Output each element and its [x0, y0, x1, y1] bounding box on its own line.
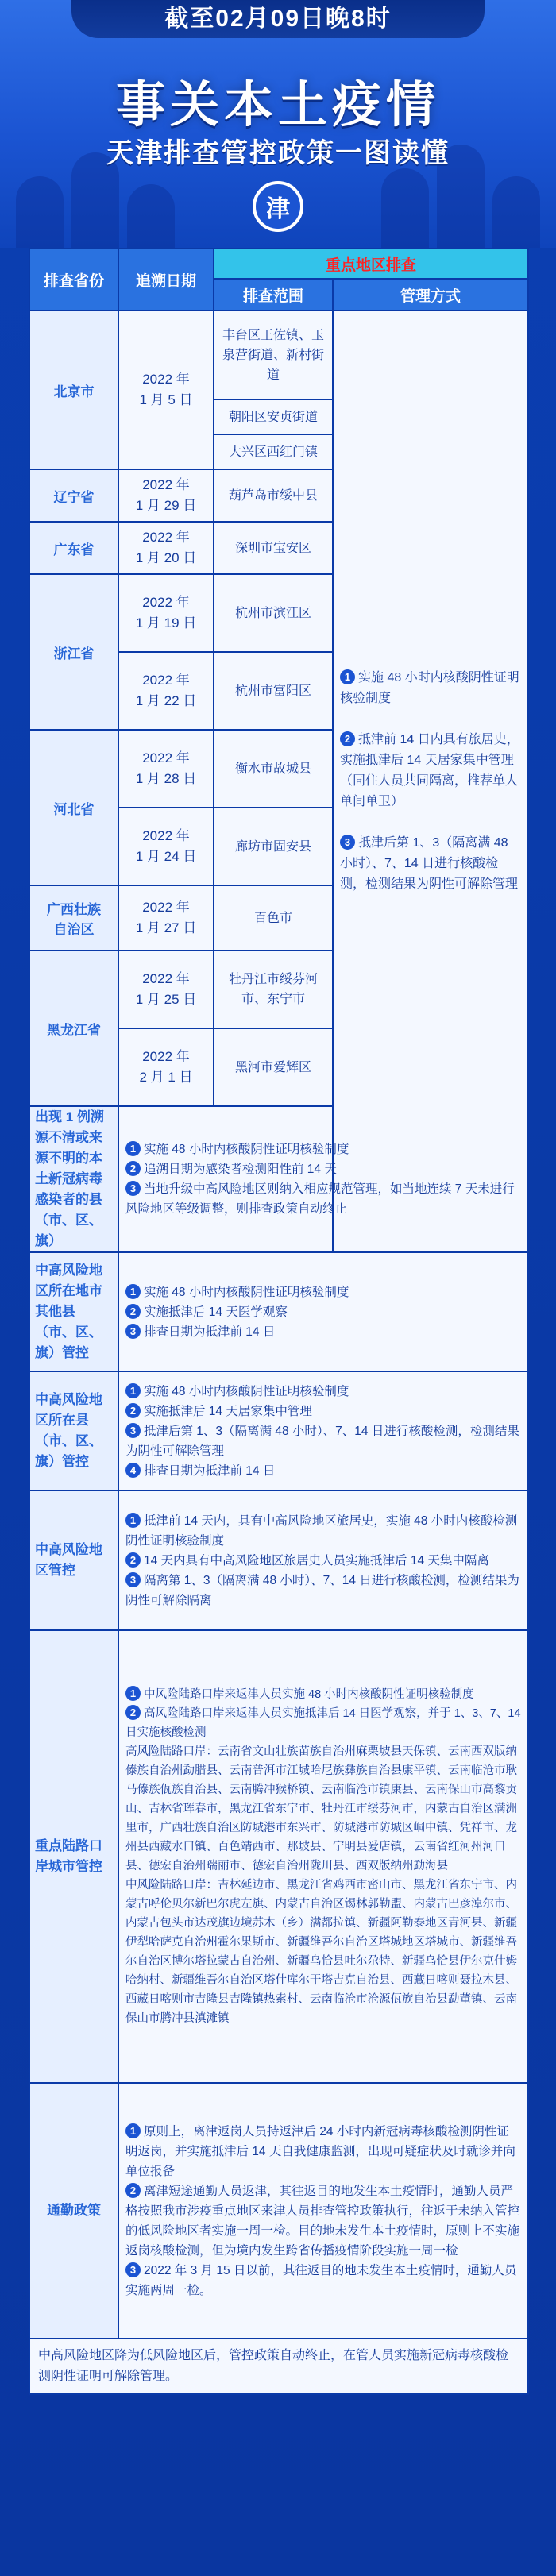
province-hebei: 河北省: [29, 730, 118, 885]
date-cell: 2022 年 1 月 22 日: [118, 652, 214, 730]
policy-item: 3 隔离第 1、3（隔离满 48 小时）、7、14 日进行核酸检测，检测结果为阴性可解除隔离: [125, 1573, 519, 1607]
province-liaoning: 辽宁省: [29, 469, 118, 522]
area-cell: 杭州市滨江区: [214, 574, 333, 652]
num-badge: 3: [125, 1181, 141, 1196]
management-item: 3 抵津后第 1、3（隔离满 48 小时）、7、14 日进行核酸检测，检测结果为阴性可解除管理: [340, 836, 519, 891]
header-management: 管理方式: [333, 279, 528, 310]
policy-content: [118, 1630, 528, 2083]
policy-label: 中高风险地区所在地市其他县（市、区、旗）管控: [29, 1252, 118, 1371]
policy-content: [118, 1371, 528, 1490]
policy-item: 2 离津短途通勤人员返津，其往返目的地发生本土疫情时，通勤人员严格按照我市涉疫重点地区来津人员排查管控政策执行，往返于未纳入管控的低风险地区者实施一周一检。目的地未发生本土疫情时，原则上不实施返岗核酸检测，但为境内发生跨省传播疫情阶段实施一周一检: [125, 2184, 520, 2258]
num-badge: 4: [125, 1463, 141, 1478]
num-badge: 2: [125, 1161, 141, 1176]
policy-label: 重点陆路口岸城市管控: [29, 1630, 118, 2083]
num-badge: 2: [125, 1403, 141, 1418]
header-province: 排查省份: [29, 249, 118, 310]
policy-content: [118, 1490, 528, 1630]
area-cell: 黑河市爱辉区: [214, 1028, 333, 1106]
num-badge: 3: [125, 1324, 141, 1339]
policy-label: 中高风险地区所在县（市、区、旗）管控: [29, 1371, 118, 1490]
policy-table: [29, 248, 529, 2395]
date-cell: 2022 年 1 月 19 日: [118, 574, 214, 652]
date-cell: 2022 年 1 月 20 日: [118, 522, 214, 574]
num-badge: 3: [125, 1423, 141, 1438]
management-item: 2 抵津前 14 日内具有旅居史，实施抵津后 14 天居家集中管理（同住人员共同隔离，推荐单人单间单卫）: [340, 733, 519, 808]
area-cell: 牡丹江市绥芬河市、东宁市: [214, 951, 333, 1028]
header-banner: [0, 0, 556, 248]
policy-label: 中高风险地区管控: [29, 1490, 118, 1630]
policy-item: 2 14 天内具有中高风险地区旅居史人员实施抵津后 14 天集中隔离: [125, 1551, 521, 1571]
policy-item: 3 排查日期为抵津前 14 日: [125, 1322, 521, 1342]
crowd-silhouette: [127, 184, 175, 248]
area-cell: 深圳市宝安区: [214, 522, 333, 574]
num-badge: 1: [125, 1686, 141, 1701]
area-cell: 朝阳区安贞街道: [214, 399, 333, 434]
num-badge: 2: [125, 1705, 141, 1720]
province-heilongjiang: 黑龙江省: [29, 951, 118, 1106]
footer-note: 中高风险地区降为低风险地区后，管控政策自动终止，在管人员实施新冠病毒核酸检测阴性证明可解除管理。: [29, 2339, 528, 2394]
num-badge: 1: [340, 669, 355, 684]
num-badge: 2: [125, 1552, 141, 1568]
policy-item: 1 实施 48 小时内核酸阴性证明核验制度: [125, 1282, 521, 1302]
province-beijing: 北京市: [29, 310, 118, 469]
date-cell: 2022 年 1 月 27 日: [118, 885, 214, 951]
num-badge: 3: [125, 1572, 141, 1587]
policy-item: 1 实施 48 小时内核酸阴性证明核验制度: [125, 1140, 521, 1159]
date-cell: 2022 年 1 月 5 日: [118, 310, 214, 469]
num-badge: 3: [340, 835, 355, 850]
header-key-area: 重点地区排查: [214, 249, 528, 279]
policy-item: 2 追溯日期为感染者检测阳性前 14 天: [125, 1159, 521, 1179]
policy-item: 2 实施抵津后 14 天医学观察: [125, 1302, 521, 1322]
area-cell: 衡水市故城县: [214, 730, 333, 808]
date-cell: 2022 年 1 月 29 日: [118, 469, 214, 522]
num-badge: 2: [340, 731, 355, 746]
area-cell: 杭州市富阳区: [214, 652, 333, 730]
num-badge: 3: [125, 2262, 141, 2277]
area-cell: 葫芦岛市绥中县: [214, 469, 333, 522]
port-list: 高风险陆路口岸：云南省文山壮族苗族自治州麻栗坡县天保镇、云南西双版纳傣族自治州勐腊县、云南普洱市江城哈尼族彝族自治县康平镇、云南临沧市耿马傣族佤族自治县、云南腾冲猴桥镇、云南临沧市镇康县、云南保山市高黎贡山、吉林省珲春市，黑龙江省东宁市、牡丹江市绥芬河市，内蒙古自治区满洲里市，广西壮族自治区防城港市东兴市、防城港市防城区峒中镇、凭祥市、龙州县西藏水口镇、百色靖西市、那坡县、宁明县爱店镇，云南省红河州河口县、德宏自治州瑞丽市、德宏自治州陇川县、西双版纳州勐海县 中风险陆路口岸：吉林延边市、黑龙江省鸡西市密山市、黑龙江省东宁市、内蒙古呼伦贝尔新巴尔虎左旗、内蒙古自治区锡林郭勒盟、内蒙古巴彦淖尔市、内蒙古包头市达茂旗边境苏木（乡）满都拉镇、新疆阿勒泰地区青河县、新疆伊犁哈萨克自治州霍尔果斯市、新疆维吾尔自治区塔城地区塔城市、新疆维吾尔自治区博尔塔拉蒙古自治州、新疆乌恰县吐尔尕特、新疆乌恰县伊尔克什姆哈纳村、新疆维吾尔自治区塔什库尔干塔吉克自治县、西藏日喀则聂拉木县、西藏日喀则市吉隆县吉隆镇热索村、云南临沧市沧源佤族自治县勐董镇、云南保山市腾冲县滇滩镇: [125, 1745, 517, 2025]
area-cell: 丰台区王佐镇、玉泉营街道、新村街道: [214, 310, 333, 399]
policy-item: 1 实施 48 小时内核酸阴性证明核验制度: [125, 1382, 521, 1402]
area-cell: 廊坊市固安县: [214, 808, 333, 885]
policy-item: 1 抵津前 14 天内，具有中高风险地区旅居史，实施 48 小时内核酸检测阴性证明核验制度: [125, 1514, 518, 1548]
policy-content: [118, 2083, 528, 2339]
date-cell: 2022 年 1 月 25 日: [118, 951, 214, 1028]
date-banner: 截至02月09日晚8时: [71, 0, 485, 38]
policy-item: 3 抵津后第 1、3（隔离满 48 小时）、7、14 日进行核酸检测，检测结果为阴性可解除管理: [125, 1424, 519, 1458]
crowd-silhouette: [492, 176, 540, 248]
policy-content: [118, 1252, 528, 1371]
policy-content: [118, 1106, 528, 1252]
page-subtitle: 天津排查管控政策一图读懂: [106, 138, 450, 168]
num-badge: 2: [125, 1304, 141, 1319]
province-zhejiang: 浙江省: [29, 574, 118, 730]
header-date: 追溯日期: [118, 249, 214, 310]
num-badge: 1: [125, 1141, 141, 1156]
policy-item: 1 中风险陆路口岸来返津人员实施 48 小时内核酸阴性证明核验制度: [125, 1685, 521, 1704]
policy-item: 4 排查日期为抵津前 14 日: [125, 1461, 521, 1481]
num-badge: 2: [125, 2183, 141, 2198]
policy-label: 通勤政策: [29, 2083, 118, 2339]
policy-item: 3 当地升级中高风险地区则纳入相应规范管理，如当地连续 7 天未进行风险地区等级调整，则排查政策自动终止: [125, 1182, 515, 1216]
province-guangxi: 广西壮族自治区: [29, 885, 118, 951]
num-badge: 1: [125, 1284, 141, 1299]
crowd-silhouette: [16, 176, 64, 248]
policy-item: 2 高风险陆路口岸来返津人员实施抵津后 14 日医学观察，并于 1、3、7、14 日实施核酸检测: [125, 1706, 521, 1739]
date-cell: 2022 年 2 月 1 日: [118, 1028, 214, 1106]
policy-item: 3 2022 年 3 月 15 日以前，其往返目的地未发生本土疫情时，通勤人员实施两周一检。: [125, 2263, 517, 2297]
policy-item: 2 实施抵津后 14 天居家集中管理: [125, 1402, 521, 1421]
area-cell: 大兴区西红门镇: [214, 434, 333, 469]
date-cell: 2022 年 1 月 28 日: [118, 730, 214, 808]
crowd-silhouette: [381, 168, 429, 248]
num-badge: 1: [125, 1513, 141, 1528]
num-badge: 1: [125, 2123, 141, 2138]
num-badge: 1: [125, 1383, 141, 1398]
management-item: 1 实施 48 小时内核酸阴性证明核验制度: [340, 671, 519, 705]
tianjin-logo: 津: [253, 181, 303, 232]
date-cell: 2022 年 1 月 24 日: [118, 808, 214, 885]
policy-item: 1 原则上，离津返岗人员持返津后 24 小时内新冠病毒核酸检测阴性证明返岗，并实施抵津后 14 天自我健康监测，出现可疑症状及时就诊并向单位报备: [125, 2124, 515, 2178]
area-cell: 百色市: [214, 885, 333, 951]
page-title: 事关本土疫情: [115, 78, 440, 133]
header-scope: 排查范围: [214, 279, 333, 310]
policy-label: 出现 1 例溯源不清或来源不明的本土新冠病毒感染者的县（市、区、旗）: [29, 1106, 118, 1252]
province-guangdong: 广东省: [29, 522, 118, 574]
